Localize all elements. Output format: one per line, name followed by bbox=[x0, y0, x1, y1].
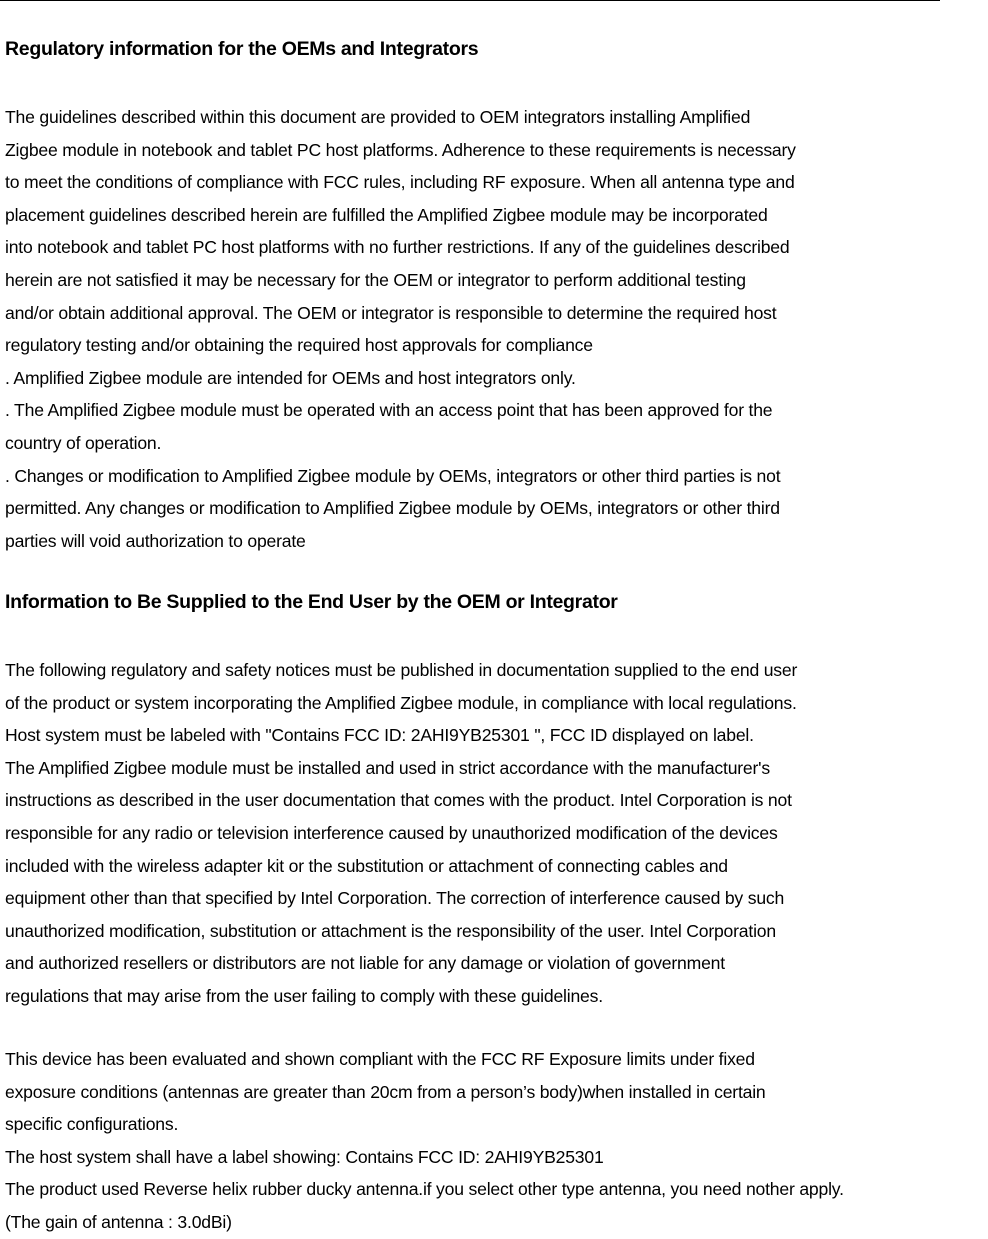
text-line: placement guidelines described herein are fulfilled the Amplified Zigbee module may be incorporated bbox=[5, 204, 768, 225]
text-line: to meet the conditions of compliance with FCC rules, including RF exposure. When all antenna type and bbox=[5, 172, 795, 193]
text-line: into notebook and tablet PC host platforms with no further restrictions. If any of the guidelines described bbox=[5, 237, 790, 258]
text-line: . Changes or modification to Amplified Zigbee module by OEMs, integrators or other third parties is not bbox=[5, 465, 781, 486]
text-line: parties will void authorization to operate bbox=[5, 530, 306, 551]
text-line: This device has been evaluated and shown compliant with the FCC RF Exposure limits under fixed bbox=[5, 1049, 755, 1069]
text-line: regulations that may arise from the user failing to comply with these guidelines. bbox=[5, 985, 603, 1006]
text-line: instructions as described in the user documentation that comes with the product. Intel Corporation is not bbox=[5, 790, 792, 811]
regulatory-paragraph bbox=[5, 101, 796, 557]
text-line: Host system must be labeled with "Contains FCC ID: 2AHI9YB25301 ", FCC ID displayed on label. bbox=[5, 725, 754, 746]
text-line: . The Amplified Zigbee module must be operated with an access point that has been approved for the bbox=[5, 400, 773, 421]
text-line: The guidelines described within this document are provided to OEM integrators installing Amplified bbox=[5, 107, 751, 127]
text-line: Zigbee module in notebook and tablet PC host platforms. Adherence to these requirements is necessary bbox=[5, 139, 796, 160]
rf-exposure-paragraph bbox=[5, 1043, 844, 1239]
text-line: regulatory testing and/or obtaining the required host approvals for compliance bbox=[5, 335, 593, 356]
text-line: of the product or system incorporating the Amplified Zigbee module, in compliance with local regulations. bbox=[5, 692, 797, 713]
top-rule bbox=[0, 0, 940, 1]
text-line: unauthorized modification, substitution or attachment is the responsibility of the user. Intel Corporation bbox=[5, 920, 776, 941]
text-line: country of operation. bbox=[5, 432, 162, 453]
text-line: The product used Reverse helix rubber ducky antenna.if you select other type antenna, you need nother apply. bbox=[5, 1179, 844, 1200]
text-line: The host system shall have a label showing: Contains FCC ID: 2AHI9YB25301 bbox=[5, 1146, 604, 1167]
heading-end-user-information: Information to Be Supplied to the End User by the OEM or Integrator bbox=[5, 591, 618, 613]
text-line: exposure conditions (antennas are greater than 20cm from a person’s body)when installed in certain bbox=[5, 1081, 766, 1102]
text-line: and/or obtain additional approval. The OEM or integrator is responsible to determine the required host bbox=[5, 302, 777, 323]
text-line: (The gain of antenna : 3.0dBi) bbox=[5, 1211, 232, 1232]
text-line: equipment other than that specified by Intel Corporation. The correction of interference caused by such bbox=[5, 888, 785, 909]
text-line: . Amplified Zigbee module are intended for OEMs and host integrators only. bbox=[5, 367, 576, 388]
text-line: and authorized resellers or distributors are not liable for any damage or violation of government bbox=[5, 953, 725, 974]
text-line: included with the wireless adapter kit or the substitution or attachment of connecting cables and bbox=[5, 855, 728, 876]
heading-regulatory-information: Regulatory information for the OEMs and Integrators bbox=[5, 38, 479, 60]
text-line: specific configurations. bbox=[5, 1114, 179, 1135]
text-line: permitted. Any changes or modification to Amplified Zigbee module by OEMs, integrators or other third bbox=[5, 498, 780, 519]
end-user-paragraph bbox=[5, 654, 797, 1013]
text-line: The Amplified Zigbee module must be installed and used in strict accordance with the manufacturer's bbox=[5, 757, 770, 778]
text-line: responsible for any radio or television interference caused by unauthorized modification of the devices bbox=[5, 822, 778, 843]
text-line: herein are not satisfied it may be necessary for the OEM or integrator to perform additional testing bbox=[5, 269, 746, 290]
text-line: The following regulatory and safety notices must be published in documentation supplied to the end user bbox=[5, 660, 798, 680]
